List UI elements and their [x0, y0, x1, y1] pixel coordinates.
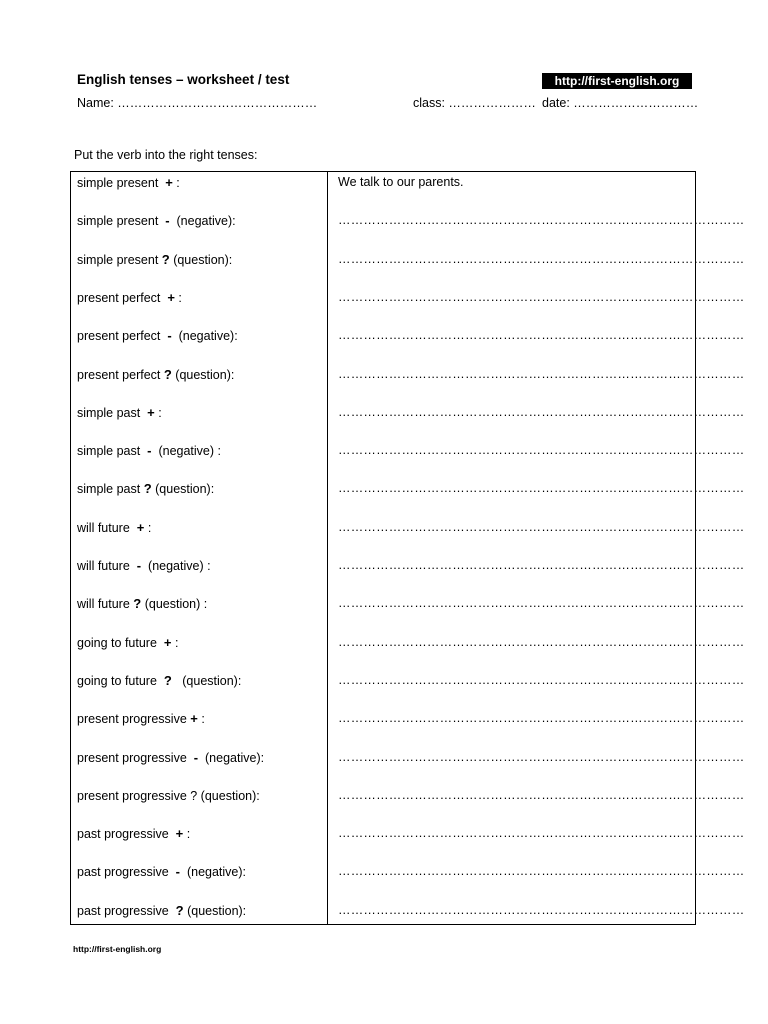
tense-name: going to future — [77, 674, 164, 688]
answer-blank[interactable]: …………………………………………………………………………………… — [338, 328, 745, 342]
tense-label — [77, 596, 207, 611]
tense-label — [77, 213, 236, 228]
tense-label — [77, 903, 246, 918]
answer-blank[interactable]: …………………………………………………………………………………… — [338, 520, 745, 534]
answer-blank[interactable]: …………………………………………………………………………………… — [338, 213, 745, 227]
tense-form: : — [171, 636, 179, 650]
name-field: Name: ………………………………………… — [77, 96, 318, 110]
tense-form: : — [144, 521, 152, 535]
tense-label — [77, 252, 232, 267]
date-field: date: ………………………… — [542, 96, 699, 110]
tense-symbol: + — [136, 520, 145, 535]
tense-label — [77, 864, 246, 879]
tense-form: (negative) : — [151, 444, 221, 458]
site-url-badge: http://first-english.org — [542, 73, 692, 89]
example-answer: We talk to our parents. — [338, 175, 464, 189]
tense-symbol: + — [175, 826, 184, 841]
tense-label — [77, 673, 241, 688]
tense-name: will future — [77, 559, 137, 573]
answer-blank[interactable]: …………………………………………………………………………………… — [338, 903, 745, 917]
answer-blank[interactable]: …………………………………………………………………………………… — [338, 290, 745, 304]
tense-name: present perfect — [77, 368, 164, 382]
tense-name: simple present — [77, 253, 162, 267]
tense-label — [77, 635, 178, 650]
tense-form: (negative): — [198, 751, 265, 765]
tense-symbol: + — [147, 405, 155, 420]
tense-form: : — [174, 291, 182, 305]
table-column-divider — [327, 172, 328, 924]
tense-symbol: + — [190, 711, 198, 726]
tense-name: present progressive — [77, 712, 191, 726]
answer-blank[interactable]: …………………………………………………………………………………… — [338, 673, 745, 687]
answer-blank[interactable]: …………………………………………………………………………………… — [338, 826, 745, 840]
tense-name: simple past — [77, 406, 148, 420]
answer-blank[interactable]: …………………………………………………………………………………… — [338, 367, 745, 381]
tense-form: (negative) : — [141, 559, 211, 573]
answer-blank[interactable]: …………………………………………………………………………………… — [338, 481, 745, 495]
class-field: class: ………………… — [413, 96, 536, 110]
tense-label — [77, 290, 182, 305]
tense-name: going to future — [77, 636, 164, 650]
tense-label — [77, 481, 214, 496]
tense-form: : — [183, 827, 191, 841]
tense-name: simple past — [77, 482, 144, 496]
answer-blank[interactable]: …………………………………………………………………………………… — [338, 864, 745, 878]
tense-form: (question): — [171, 674, 242, 688]
tense-form: : — [154, 406, 162, 420]
tense-symbol: - — [136, 558, 142, 573]
tense-symbol: ? — [175, 903, 184, 918]
tense-name: simple past — [77, 444, 148, 458]
tense-name: present progressive ? (question): — [77, 789, 260, 803]
tense-table — [70, 171, 745, 925]
tense-form: : — [197, 712, 205, 726]
tense-symbol: + — [163, 635, 172, 650]
tense-symbol: + — [165, 175, 173, 190]
tense-name: simple present — [77, 214, 166, 228]
answer-blank[interactable]: …………………………………………………………………………………… — [338, 443, 745, 457]
tense-symbol: ? — [133, 596, 142, 611]
answer-blank[interactable]: …………………………………………………………………………………… — [338, 252, 745, 266]
tense-label — [77, 750, 264, 765]
tense-symbol: - — [193, 750, 199, 765]
tense-label — [77, 405, 162, 420]
tense-symbol: - — [147, 443, 152, 458]
answer-blank[interactable]: …………………………………………………………………………………… — [338, 711, 745, 725]
tense-label — [77, 175, 180, 190]
tense-label — [77, 328, 238, 343]
tense-symbol: - — [165, 213, 170, 228]
tense-form: (question): — [171, 368, 235, 382]
tense-name: present perfect — [77, 329, 168, 343]
tense-form: (question): — [151, 482, 215, 496]
tense-form: (negative): — [169, 214, 236, 228]
tense-name: past progressive — [77, 865, 176, 879]
tense-label — [77, 367, 234, 382]
tense-name: simple present — [77, 176, 166, 190]
answer-blank[interactable]: …………………………………………………………………………………… — [338, 750, 745, 764]
tense-symbol: ? — [163, 673, 172, 688]
tense-form: (negative): — [180, 865, 247, 879]
answer-blank[interactable]: …………………………………………………………………………………… — [338, 596, 745, 610]
tense-name: present perfect — [77, 291, 168, 305]
tense-symbol: ? — [161, 252, 170, 267]
tense-label — [77, 711, 205, 726]
tense-label — [77, 788, 260, 803]
answer-blank[interactable]: …………………………………………………………………………………… — [338, 405, 745, 419]
answer-blank[interactable]: …………………………………………………………………………………… — [338, 788, 745, 802]
answer-blank[interactable]: …………………………………………………………………………………… — [338, 635, 745, 649]
tense-label — [77, 558, 211, 573]
tense-form: (negative): — [171, 329, 238, 343]
tense-symbol: ? — [143, 481, 152, 496]
tense-label — [77, 520, 151, 535]
answer-blank[interactable]: …………………………………………………………………………………… — [338, 558, 745, 572]
instruction-text: Put the verb into the right tenses: — [74, 148, 258, 162]
tense-symbol: + — [167, 290, 175, 305]
tense-name: past progressive — [77, 904, 176, 918]
tense-name: will future — [77, 597, 134, 611]
tense-label — [77, 443, 221, 458]
footer-url: http://first-english.org — [73, 944, 162, 954]
tense-form: : — [172, 176, 180, 190]
tense-form: (question) : — [141, 597, 208, 611]
tense-symbol: - — [167, 328, 172, 343]
tense-symbol: ? — [163, 367, 172, 382]
tense-name: past progressive — [77, 827, 176, 841]
tense-form: (question): — [183, 904, 247, 918]
tense-name: will future — [77, 521, 137, 535]
worksheet-title: English tenses – worksheet / test — [77, 72, 290, 87]
tense-symbol: - — [175, 864, 181, 879]
tense-form: (question): — [169, 253, 233, 267]
tense-name: present progressive — [77, 751, 194, 765]
tense-label — [77, 826, 190, 841]
